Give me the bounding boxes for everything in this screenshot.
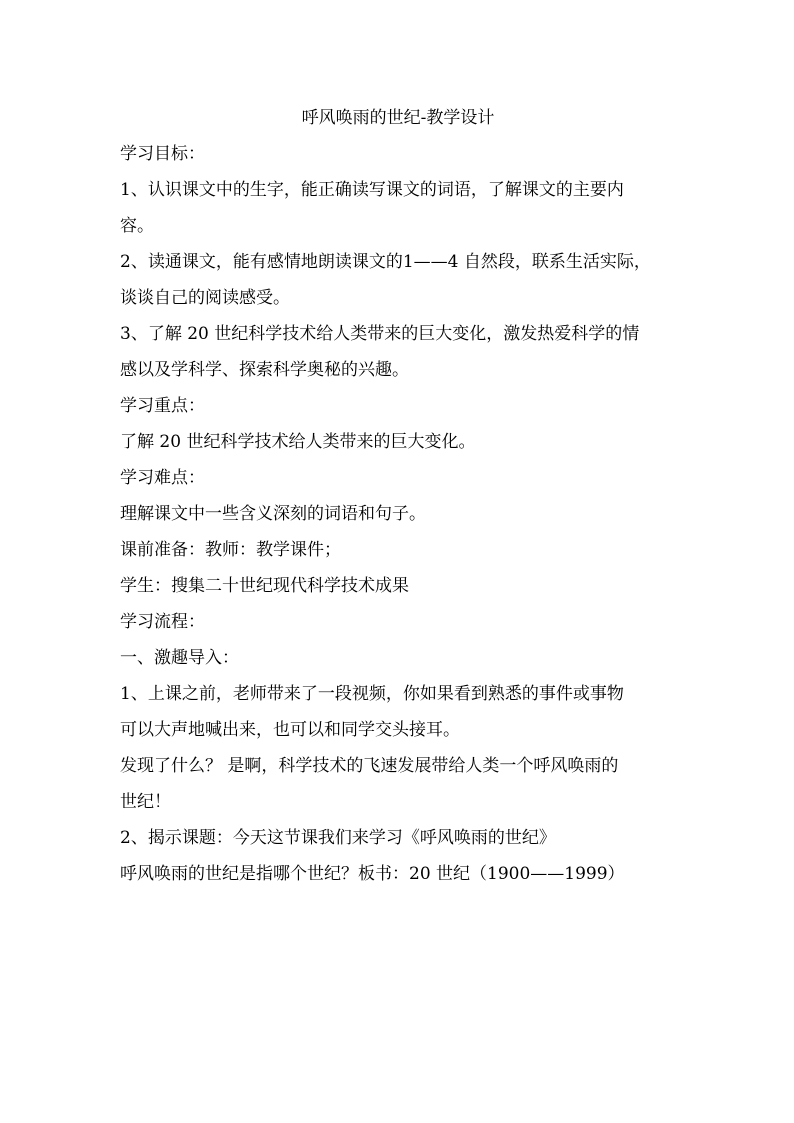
text-line: 学习目标： bbox=[120, 144, 205, 164]
section-heading-difficulties bbox=[120, 460, 676, 496]
text-line: 谈谈自己的阅读感受。 bbox=[120, 288, 290, 308]
text-line: 学习流程： bbox=[120, 612, 205, 632]
objective-2 bbox=[120, 244, 676, 316]
text-line: 2、读通课文，能有感情地朗读课文的1——4 自然段，联系生活实际， bbox=[120, 252, 651, 272]
document-body bbox=[120, 100, 676, 892]
objective-1 bbox=[120, 172, 676, 244]
text-line: 了解 20 世纪科学技术给人类带来的巨大变化。 bbox=[120, 432, 476, 452]
text-line: 1、认识课文中的生字，能正确读写课文的词语，了解课文的主要内 bbox=[120, 180, 624, 200]
objective-3 bbox=[120, 316, 676, 388]
process-step-1-1 bbox=[120, 676, 676, 748]
text-line: 世纪！ bbox=[120, 792, 171, 812]
text-line: 3、了解 20 世纪科学技术给人类带来的巨大变化，激发热爱科学的情 bbox=[120, 324, 640, 344]
text-line: 可以大声地喊出来，也可以和同学交头接耳。 bbox=[120, 720, 460, 740]
text-line: 感以及学科学、探索科学奥秘的兴趣。 bbox=[120, 360, 409, 380]
text-line: 理解课文中一些含义深刻的词语和句子。 bbox=[120, 504, 426, 524]
process-step-1-discovery bbox=[120, 748, 676, 820]
text-line: 1、上课之前，老师带来了一段视频，你如果看到熟悉的事件或事物 bbox=[120, 684, 624, 704]
key-points-text bbox=[120, 424, 676, 460]
text-line: 发现了什么？ 是啊，科学技术的飞速发展带给人类一个呼风唤雨的 bbox=[120, 756, 619, 776]
text-line: 2、揭示课题：今天这节课我们来学习《呼风唤雨的世纪》 bbox=[120, 828, 556, 848]
text-line: 课前准备：教师：教学课件； bbox=[120, 540, 341, 560]
process-step-1-heading bbox=[120, 640, 676, 676]
text-line: 学生：搜集二十世纪现代科学技术成果 bbox=[120, 576, 409, 596]
section-heading-objectives bbox=[120, 136, 676, 172]
section-heading-process bbox=[120, 604, 676, 640]
section-heading-key-points bbox=[120, 388, 676, 424]
document-title: 呼风唤雨的世纪-教学设计 bbox=[301, 108, 495, 128]
preparation-teacher bbox=[120, 532, 676, 568]
difficulties-text bbox=[120, 496, 676, 532]
process-step-1-2 bbox=[120, 820, 676, 856]
text-line: 呼风唤雨的世纪是指哪个世纪？板书：20 世纪（1900——1999） bbox=[120, 864, 625, 884]
text-line: 一、激趣导入： bbox=[120, 648, 239, 668]
process-step-1-question bbox=[120, 856, 676, 892]
text-line: 容。 bbox=[120, 216, 154, 236]
text-line: 学习难点： bbox=[120, 468, 205, 488]
text-line: 学习重点： bbox=[120, 396, 205, 416]
preparation-student bbox=[120, 568, 676, 604]
